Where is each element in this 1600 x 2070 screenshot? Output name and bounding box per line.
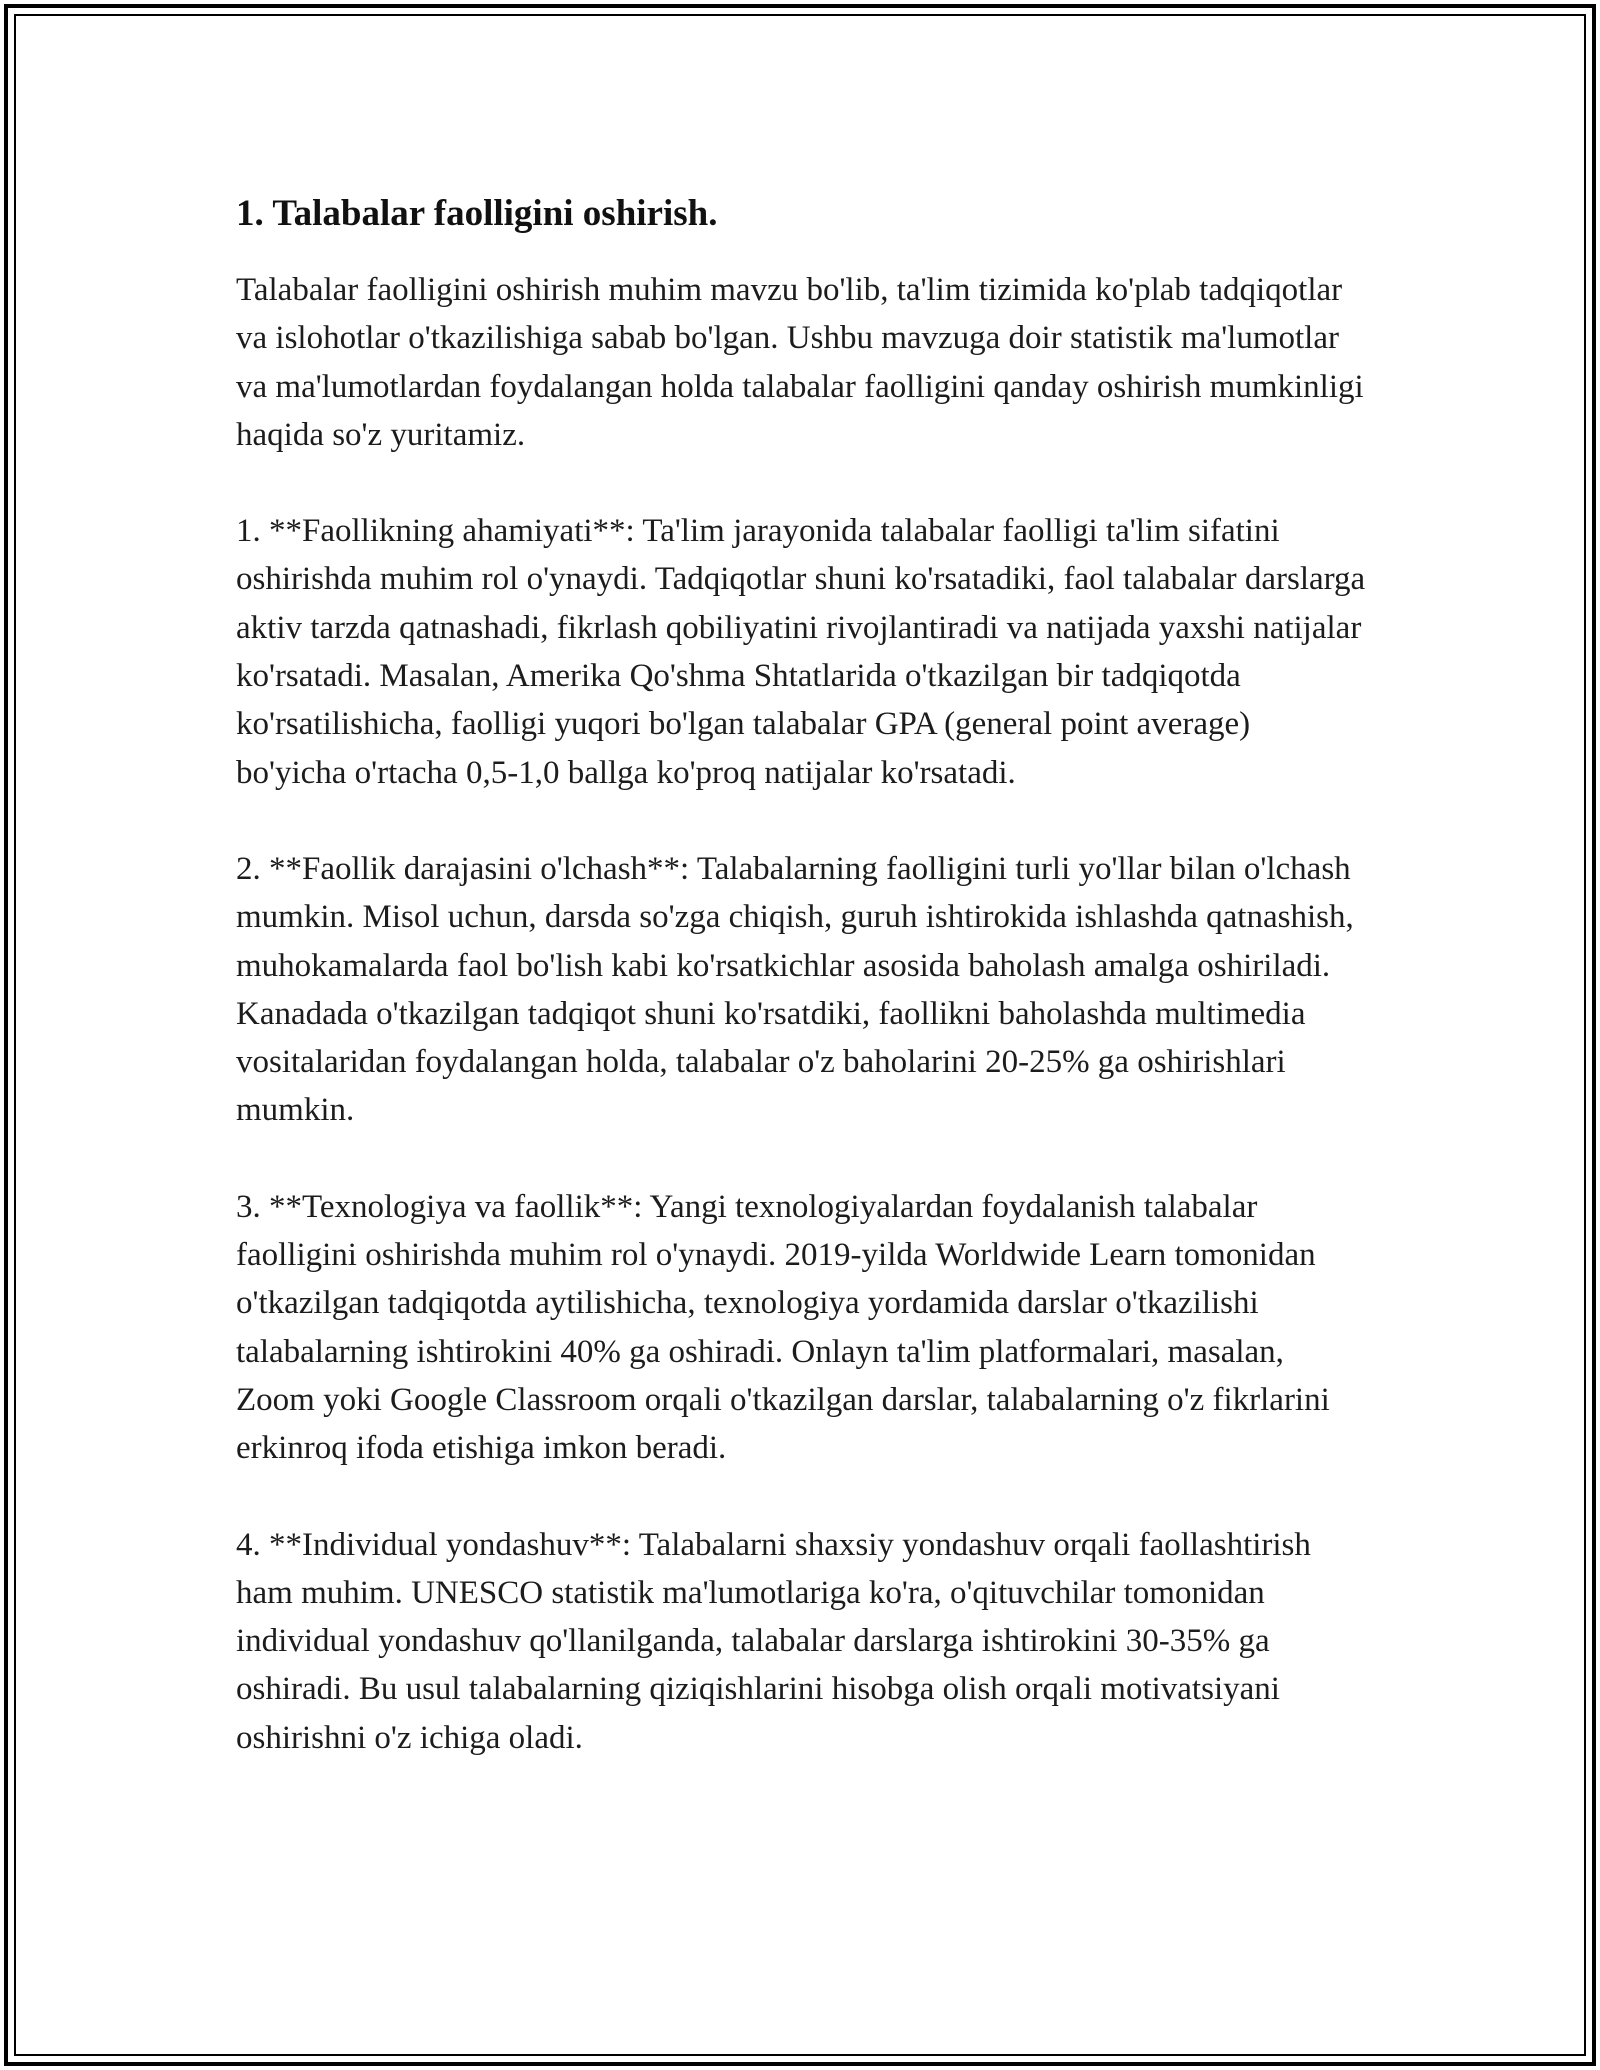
paragraph-activity-measurement: 2. **Faollik darajasini o'lchash**: Talabalarning faolligini turli yo'llar bilan o'lchash mumkin. Misol uchun, darsda so'zga chiqish, guruh ishtirokida ishlashda qatnashish, muhokamalarda faol bo'lish kabi ko'rsatkichlar asosida baholash amalga oshiriladi. Kanadada o'tkazilgan tadqiqot shuni ko'rsatdiki, faollikni baholashda multimedia vositalaridan foydalangan holda, talabalar o'z baholarini 20-25% ga oshirishlari mumkin. bbox=[236, 850, 1354, 1129]
page-title: 1. Talabalar faolligini oshirish. bbox=[236, 193, 718, 234]
paragraph-activity-importance: 1. **Faollikning ahamiyati**: Ta'lim jarayonida talabalar faolligi ta'lim sifatini oshirishda muhim rol o'ynaydi. Tadqiqotlar shuni ko'rsatadiki, faol talabalar darslarga aktiv tarzda qatnashadi, fikrlash qobiliyatini rivojlantiradi va natijada yaxshi natijalar ko'rsatadi. Masalan, Amerika Qo'shma Shtatlarida o'tkazilgan bir tadqiqotda ko'rsatilishicha, faolligi yuqori bo'lgan talabalar GPA (general point average) bo'yicha o'rtacha 0,5-1,0 ballga ko'proq natijalar ko'rsatadi. bbox=[236, 513, 1366, 791]
intro-paragraph: Talabalar faolligini oshirish muhim mavzu bo'lib, ta'lim tizimida ko'plab tadqiqotlar va islohotlar o'tkazilishiga sabab bo'lgan. Ushbu mavzuga doir statistik ma'lumotlar va ma'lumotlardan foydalangan holda talabalar faolligini qanday oshirish mumkinligi haqida so'z yuritamiz. bbox=[236, 272, 1364, 453]
paragraph-technology-activity: 3. **Texnologiya va faollik**: Yangi texnologiyalardan foydalanish talabalar faolligini oshirishda muhim rol o'ynaydi. 2019-yilda Worldwide Learn tomonidan o'tkazilgan tadqiqotda aytilishicha, texnologiya yordamida darslar o'tkazilishi talabalarning ishtirokini 40% ga oshiradi. Onlayn ta'lim platformalari, masalan, Zoom yoki Google Classroom orqali o'tkazilgan darslar, talabalarning o'z fikrlarini erkinroq ifoda etishiga imkon beradi. bbox=[236, 1188, 1330, 1467]
document-body bbox=[236, 188, 1366, 1810]
paragraph-individual-approach: 4. **Individual yondashuv**: Talabalarni shaxsiy yondashuv orqali faollashtirish ham muhim. UNESCO statistik ma'lumotlariga ko'ra, o'qituvchilar tomonidan individual yondashuv qo'llanilganda, talabalar darslarga ishtirokini 30-35% ga oshiradi. Bu usul talabalarning qiziqishlarini hisobga olish orqali motivatsiyani oshirishni o'z ichiga oladi. bbox=[236, 1526, 1311, 1756]
